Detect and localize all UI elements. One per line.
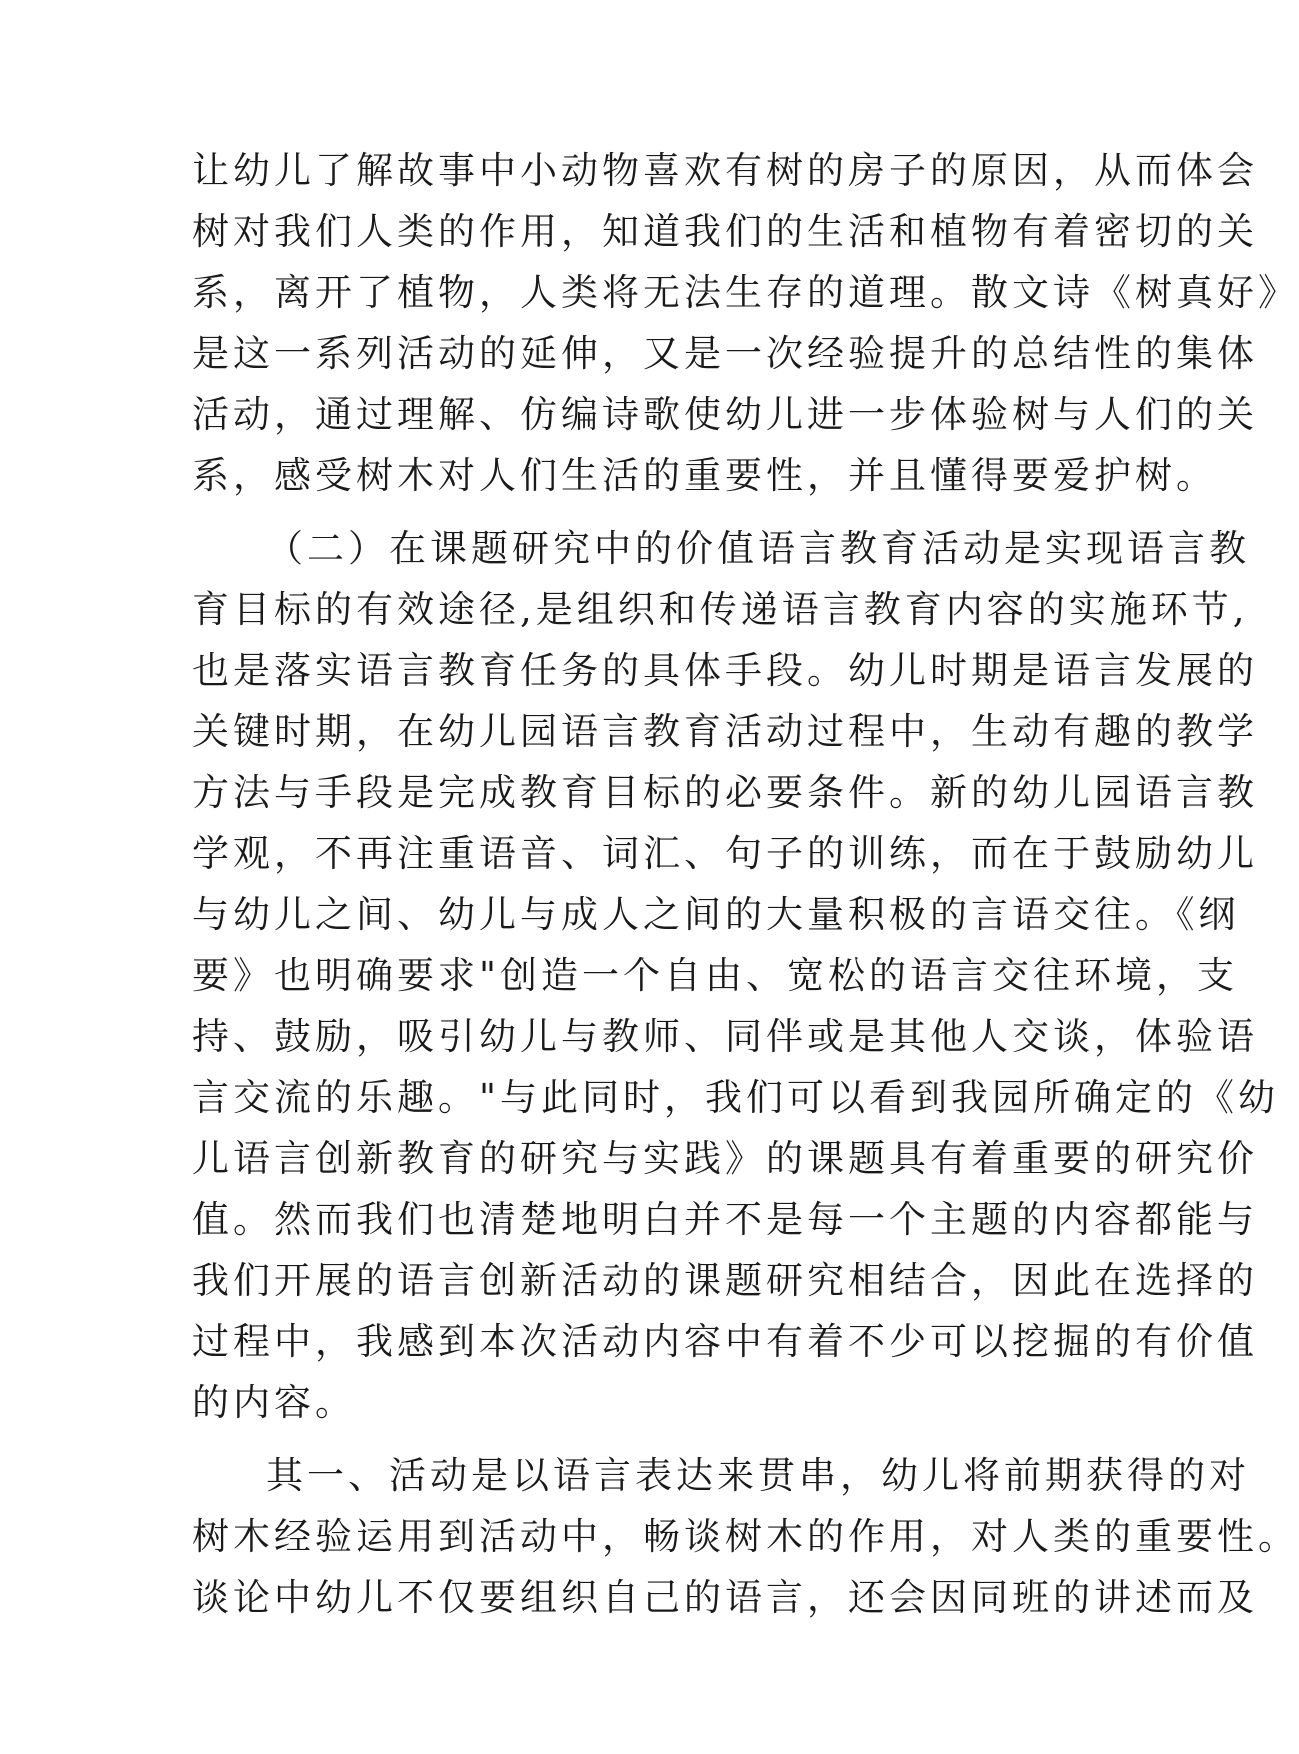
text-line: 我们开展的语言创新活动的课题研究相结合，因此在选择的	[192, 1259, 1258, 1302]
text-line: 是这一系列活动的延伸，又是一次经验提升的总结性的集体	[192, 332, 1258, 375]
text-line: 系，感受树木对人们生活的重要性，并且懂得要爱护树。	[192, 454, 1217, 497]
text-line: 儿语言创新教育的研究与实践》的课题具有着重要的研究价	[192, 1137, 1258, 1180]
paragraph-3	[192, 1445, 1299, 1628]
text-line: 与幼儿之间、幼儿与成人之间的大量积极的言语交往。《纲	[192, 893, 1240, 936]
text-line: 持、鼓励，吸引幼儿与教师、同伴或是其他人交谈，体验语	[192, 1015, 1258, 1058]
text-line: 关键时期，在幼儿园语言教育活动过程中，生动有趣的教学	[192, 710, 1258, 753]
text-line: 言交流的乐趣。"与此同时，我们可以看到我园所确定的《幼	[192, 1076, 1280, 1119]
text-line: 学观，不再注重语音、词汇、句子的训练，而在于鼓励幼儿	[192, 832, 1258, 875]
paragraph-spacer	[192, 506, 1052, 518]
text-line: 的内容。	[192, 1381, 356, 1424]
text-line: 活动，通过理解、仿编诗歌使幼儿进一步体验树与人们的关	[192, 393, 1258, 436]
paragraph-spacer	[192, 1433, 1052, 1445]
paragraph-1	[192, 140, 1299, 506]
text-line: 让幼儿了解故事中小动物喜欢有树的房子的原因，从而体会	[192, 149, 1258, 192]
text-line: 方法与手段是完成教育目标的必要条件。新的幼儿园语言教	[192, 771, 1258, 814]
text-line: 系，离开了植物，人类将无法生存的道理。散文诗《树真好》	[192, 271, 1299, 314]
text-line: 树对我们人类的作用，知道我们的生活和植物有着密切的关	[192, 210, 1258, 253]
document-page	[192, 140, 1299, 1628]
text-line: 树木经验运用到活动中，畅谈树木的作用，对人类的重要性。	[192, 1515, 1299, 1558]
text-line: 其一、活动是以语言表达来贯串，幼儿将前期获得的对	[266, 1454, 1250, 1497]
text-line: 也是落实语言教育任务的具体手段。幼儿时期是语言发展的	[192, 649, 1258, 692]
text-line: （二）在课题研究中的价值语言教育活动是实现语言教	[266, 527, 1250, 570]
paragraph-2	[192, 518, 1280, 1433]
text-line: 育目标的有效途径,是组织和传递语言教育内容的实施环节,	[192, 588, 1249, 631]
text-line: 谈论中幼儿不仅要组织自己的语言，还会因同班的讲述而及	[192, 1576, 1258, 1619]
text-line: 过程中，我感到本次活动内容中有着不少可以挖掘的有价值	[192, 1320, 1258, 1363]
text-line: 要》也明确要求"创造一个自由、宽松的语言交往环境，支	[192, 954, 1239, 997]
text-line: 值。然而我们也清楚地明白并不是每一个主题的内容都能与	[192, 1198, 1258, 1241]
